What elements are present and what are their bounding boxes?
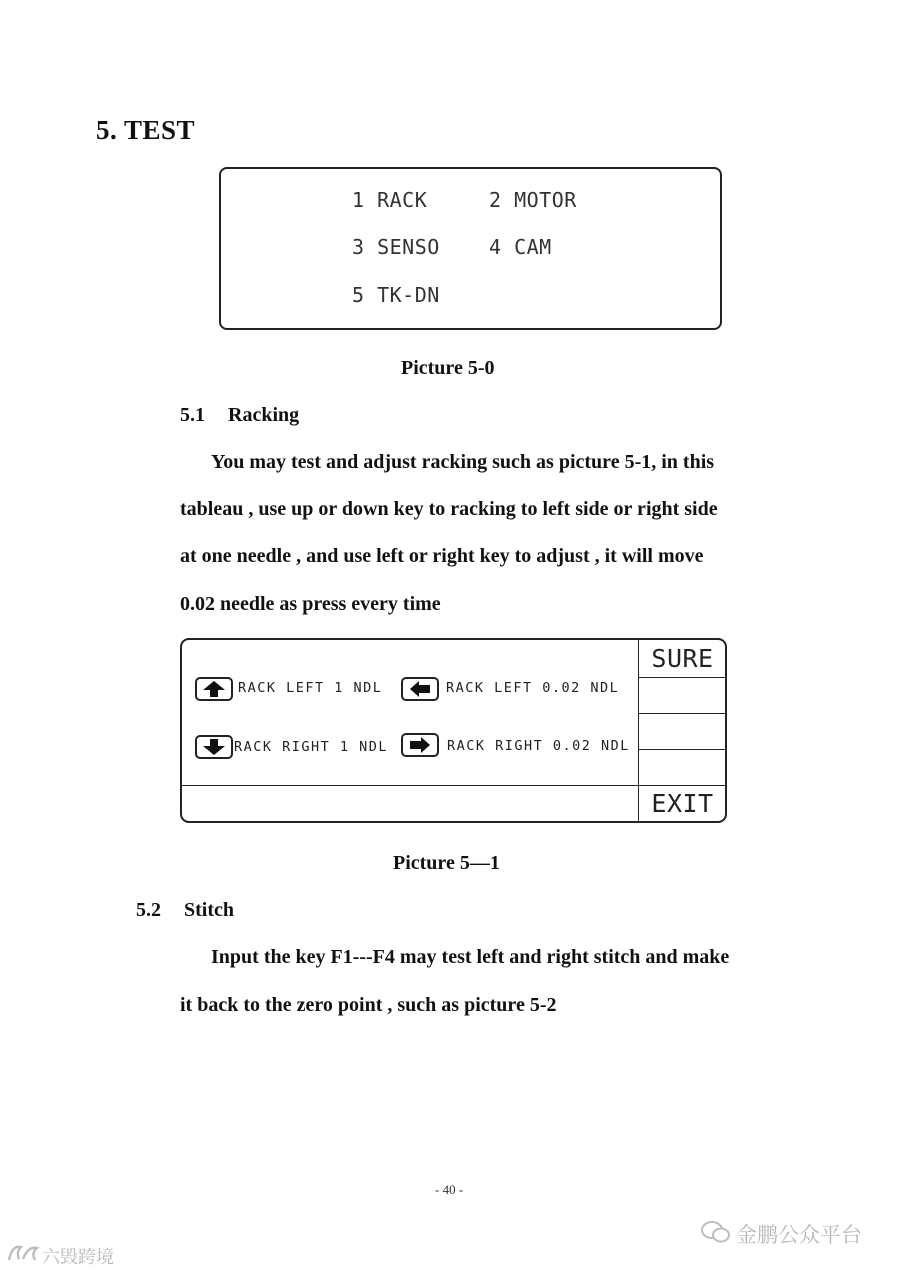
section-title: TEST xyxy=(124,115,196,145)
panel-divider xyxy=(182,785,638,786)
soft-key-4[interactable] xyxy=(639,750,726,786)
exit-label: EXIT xyxy=(651,789,714,818)
menu-item-tk-dn[interactable]: 5 TK-DN xyxy=(352,283,440,307)
stitch-paragraph-line: Input the key F1---F4 may test left and right stitch and make xyxy=(211,946,730,968)
right-key[interactable] xyxy=(401,733,439,757)
picture-5-0-caption: Picture 5-0 xyxy=(401,357,495,379)
rack-left-1-ndl-label: RACK LEFT 1 NDL xyxy=(238,680,383,696)
rack-right-0-02-ndl-label: RACK RIGHT 0.02 NDL xyxy=(447,738,630,754)
racking-paragraph-line: You may test and adjust racking such as picture 5-1, in this xyxy=(211,451,715,473)
section-number: 5. xyxy=(96,115,118,145)
section-heading xyxy=(96,115,195,146)
rack-left-0-02-ndl-label: RACK LEFT 0.02 NDL xyxy=(446,680,620,696)
subsection-racking-heading: 5.1 Racking xyxy=(180,404,300,426)
soft-key-column xyxy=(638,640,726,821)
sure-label: SURE xyxy=(651,644,714,673)
arrow-left-icon xyxy=(408,680,432,698)
rack-right-1-ndl-label: RACK RIGHT 1 NDL xyxy=(234,739,389,755)
racking-panel xyxy=(180,638,727,823)
stitch-paragraph-line: it back to the zero point , such as picture 5-2 xyxy=(180,994,557,1016)
soft-key-3[interactable] xyxy=(639,714,726,750)
left-key[interactable] xyxy=(401,677,439,701)
subsection-stitch-heading: 5.2 Stitch xyxy=(136,899,234,921)
menu-item-motor[interactable]: 2 MOTOR xyxy=(489,188,577,212)
watermark-left: 六毁跨境 xyxy=(42,1247,114,1268)
racking-paragraph-line: at one needle , and use left or right key to adjust , it will move xyxy=(180,545,704,567)
arrow-down-icon xyxy=(202,738,226,756)
brand-logo-icon xyxy=(6,1242,40,1269)
arrow-right-icon xyxy=(408,736,432,754)
exit-button[interactable] xyxy=(639,786,726,821)
menu-item-rack[interactable]: 1 RACK xyxy=(352,188,428,212)
menu-item-cam[interactable]: 4 CAM xyxy=(489,235,552,259)
down-key[interactable] xyxy=(195,735,233,759)
soft-key-2[interactable] xyxy=(639,678,726,714)
racking-paragraph-line: 0.02 needle as press every time xyxy=(180,593,441,615)
picture-5-1-caption: Picture 5—1 xyxy=(393,852,500,874)
menu-item-senso[interactable]: 3 SENSO xyxy=(352,235,440,259)
test-menu-panel xyxy=(219,167,722,330)
racking-paragraph-line: tableau , use up or down key to racking to left side or right side xyxy=(180,498,718,520)
page-number: - 40 - xyxy=(435,1182,464,1197)
watermark-right: 金鹏公众平台 xyxy=(736,1223,862,1247)
sure-button[interactable] xyxy=(639,640,726,678)
up-key[interactable] xyxy=(195,677,233,701)
arrow-up-icon xyxy=(202,680,226,698)
wechat-icon xyxy=(700,1219,732,1250)
